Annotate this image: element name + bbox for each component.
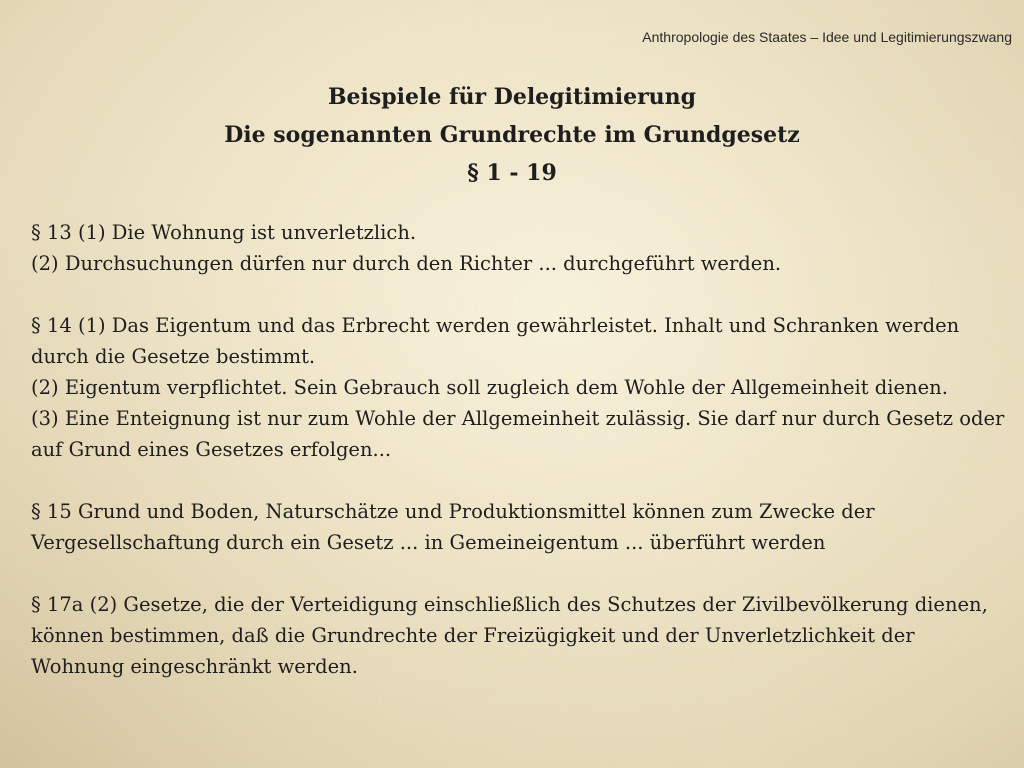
- paragraph-text: § 14 (1) Das Eigentum und das Erbrecht werden gewährleistet. Inhalt und Schranken werden durch die Gesetze bestimmt.: [31, 314, 960, 368]
- title-line-2: Die sogenannten Grundrechte im Grundgesetz: [224, 122, 800, 148]
- slide-body: [31, 217, 1006, 682]
- paragraph-text: § 17a (2) Gesetze, die der Verteidigung einschließlich des Schutzes der Zivilbevölkerung dienen, können bestimmen, daß die Grundrechte der Freizügigkeit und der Unverletzlichkeit der Wohnung eingeschränkt werden.: [31, 593, 988, 678]
- paragraph-text: (3) Eine Enteignung ist nur zum Wohle der Allgemeinheit zulässig. Sie darf nur durch Gesetz oder auf Grund eines Gesetzes erfolgen...: [31, 407, 1005, 461]
- section-paragraph-13: [31, 217, 1006, 279]
- paragraph-text: (2) Durchsuchungen dürfen nur durch den Richter ... durchgeführt werden.: [31, 252, 782, 275]
- paragraph-text: (2) Eigentum verpflichtet. Sein Gebrauch soll zugleich dem Wohle der Allgemeinheit dienen.: [31, 376, 948, 399]
- paragraph-text: § 15 Grund und Boden, Naturschätze und Produktionsmittel können zum Zwecke der Vergesellschaftung durch ein Gesetz ... in Gemeineigentum ... überführt werden: [31, 500, 875, 554]
- slide-title: [0, 78, 1024, 192]
- title-line-3: § 1 - 19: [467, 160, 557, 186]
- section-paragraph-15: [31, 496, 1006, 558]
- title-line-1: Beispiele für Delegitimierung: [327, 84, 697, 110]
- paragraph-text: § 13 (1) Die Wohnung ist unverletzlich.: [31, 221, 417, 244]
- section-paragraph-14: [31, 310, 1006, 465]
- section-paragraph-17a: [31, 589, 1006, 682]
- header-subtitle: Anthropologie des Staates – Idee und Legitimierungszwang: [642, 29, 1012, 45]
